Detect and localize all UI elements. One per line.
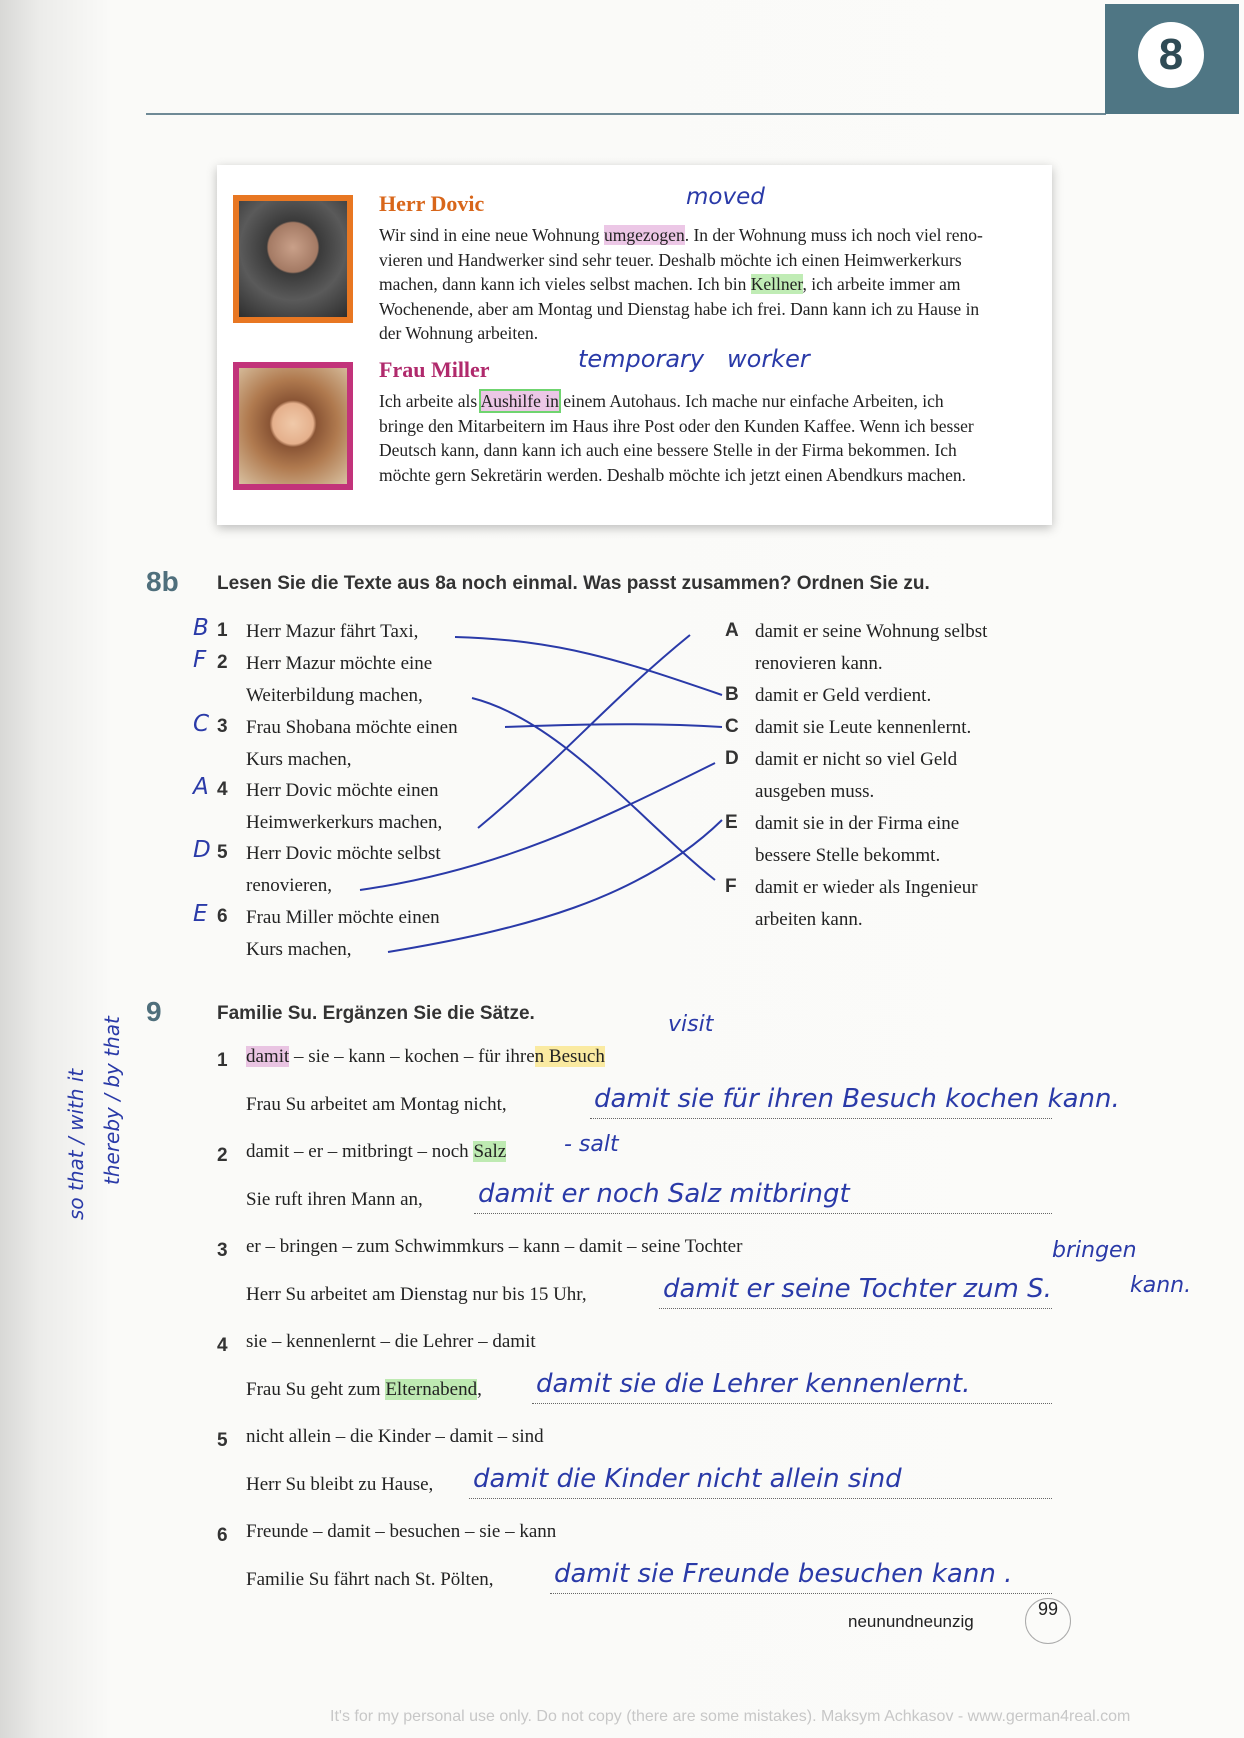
dovic-name: Herr Dovic [379,191,485,216]
right-item-text: damit er seine Wohnung selbst [755,621,988,642]
miller-name: Frau Miller [379,357,490,382]
right-item-letter: D [725,748,739,769]
note-moved: moved [686,184,765,210]
left-item-text: Herr Mazur möchte eine [246,653,433,674]
watermark: It's for my personal use only. Do not copy (there are some mistakes). Maksym Achkasov - www.german4real.com [330,1708,1131,1725]
right-item-letter: B [725,684,739,705]
page-word: neunundneunzig [848,1612,974,1631]
right-item-letter: A [725,620,739,641]
item-number: 3 [217,1240,228,1261]
note-kann: kann. [1130,1273,1192,1298]
item-number: 5 [217,1430,228,1451]
right-item-text-cont: bessere Stelle bekommt. [755,845,941,866]
miller-text: Ich arbeite als Aushilfe in einem Autohaus. Ich mache nur einfache Arbeiten, ich bringe den Mitarbeitern im Haus ihre Post oder den Kunden Kaffee. Wenn ich besser Deutsch kann, dann kann ich auch eine bessere Stelle in der Firma bekommen. Ich möchte gern Sekretärin werden. Deshalb möchte ich jetzt einen Abendkurs machen. [379,391,974,485]
handwritten-answer: C [193,711,210,737]
word-prompt: er – bringen – zum Schwimmkurs – kann – damit – seine Tochter [246,1236,743,1257]
side-note-so-that: so that / with it [64,1068,88,1220]
left-item-number: 5 [217,842,228,863]
right-item-text-cont: arbeiten kann. [755,909,863,930]
left-item-text: Herr Dovic möchte einen [246,780,439,801]
left-item-text: Frau Shobana möchte einen [246,717,458,738]
handwritten-answer: damit er seine Tochter zum S. [663,1274,1052,1304]
right-item-text: damit sie Leute kennenlernt. [755,717,972,738]
note-temporary-worker: temporary worker [578,345,810,373]
sentence-start: Herr Su bleibt zu Hause, [246,1474,434,1495]
left-item-text: Herr Mazur fährt Taxi, [246,621,419,642]
left-item-text-cont: Heimwerkerkurs machen, [246,812,443,833]
right-item-letter: F [725,876,737,897]
right-item-text-cont: renovieren kann. [755,653,883,674]
handwritten-answer: damit er noch Salz mitbringt [478,1179,850,1209]
sentence-start: Familie Su fährt nach St. Pölten, [246,1569,494,1590]
right-item-text-cont: ausgeben muss. [755,781,875,802]
left-item-number: 4 [217,779,228,800]
handwritten-answer: damit sie die Lehrer kennenlernt. [536,1369,971,1399]
left-item-text-cont: Kurs machen, [246,939,352,960]
answer-line [469,1498,1052,1499]
right-item-text: damit er wieder als Ingenieur [755,877,978,898]
sentence-start: Herr Su arbeitet am Dienstag nur bis 15 Uhr, [246,1284,587,1305]
handwritten-answer: F [193,647,207,673]
page-number: 99 [1025,1598,1071,1644]
item-number: 6 [217,1525,228,1546]
handwritten-answer: A [193,774,209,800]
answer-line [590,1118,1052,1119]
left-item-text: Frau Miller möchte einen [246,907,440,928]
word-prompt: sie – kennenlernt – die Lehrer – damit [246,1331,536,1352]
item-number: 1 [217,1050,228,1071]
word-prompt: damit – sie – kann – kochen – für ihren Besuch [246,1046,605,1067]
word-prompt: Freunde – damit – besuchen – sie – kann [246,1521,557,1542]
dovic-text: Wir sind in eine neue Wohnung umgezogen. In der Wohnung muss ich noch viel reno- vieren und Handwerker sind sehr teuer. Deshalb möchte ich einen Heimwerkerkurs machen, dann kann ich vieles selbst machen. Ich bin Kellner, ich arbeite immer am Wochenende, aber am Montag und Dienstag habe ich frei. Dann kann ich zu Hause in der Wohnung arbeiten. [379,225,983,343]
answer-line [550,1593,1052,1594]
answer-line [474,1213,1052,1214]
left-item-text-cont: renovieren, [246,875,332,896]
right-item-text: damit er Geld verdient. [755,685,932,706]
item-number: 2 [217,1145,228,1166]
left-item-number: 2 [217,652,228,673]
unit-number: 8 [1138,22,1204,88]
left-item-number: 1 [217,620,228,641]
note-visit: visit [668,1012,714,1037]
item-number: 4 [217,1335,228,1356]
handwritten-answer: damit sie für ihren Besuch kochen kann. [594,1084,1120,1114]
note-salt: - salt [564,1132,619,1157]
sentence-start: Sie ruft ihren Mann an, [246,1189,423,1210]
exercise-9-number: 9 [146,996,162,1027]
right-item-text: damit er nicht so viel Geld [755,749,958,770]
left-item-text-cont: Weiterbildung machen, [246,685,423,706]
exercise-8b-instruction: Lesen Sie die Texte aus 8a noch einmal. Was passt zusammen? Ordnen Sie zu. [217,573,930,594]
left-item-text-cont: Kurs machen, [246,749,352,770]
left-item-text: Herr Dovic möchte selbst [246,843,441,864]
sentence-start: Frau Su geht zum Elternabend, [246,1379,482,1400]
handwritten-answer: damit sie Freunde besuchen kann . [554,1559,1013,1589]
answer-line [659,1308,1052,1309]
handwritten-answer: B [193,615,209,641]
right-item-text: damit sie in der Firma eine [755,813,960,834]
exercise-9-instruction: Familie Su. Ergänzen Sie die Sätze. [217,1003,535,1024]
sentence-start: Frau Su arbeitet am Montag nicht, [246,1094,507,1115]
right-item-letter: E [725,812,738,833]
right-item-letter: C [725,716,739,737]
handwritten-answer: D [193,837,211,863]
handwritten-answer: E [193,901,208,927]
left-item-number: 3 [217,716,228,737]
note-bringen: bringen [1052,1238,1137,1263]
left-item-number: 6 [217,906,228,927]
handwritten-answer: damit die Kinder nicht allein sind [473,1464,902,1494]
side-note-thereby: thereby / by that [100,1016,124,1185]
answer-line [532,1403,1052,1404]
word-prompt: nicht allein – die Kinder – damit – sind [246,1426,544,1447]
exercise-8b-number: 8b [146,566,179,597]
word-prompt: damit – er – mitbringt – noch Salz [246,1141,507,1162]
